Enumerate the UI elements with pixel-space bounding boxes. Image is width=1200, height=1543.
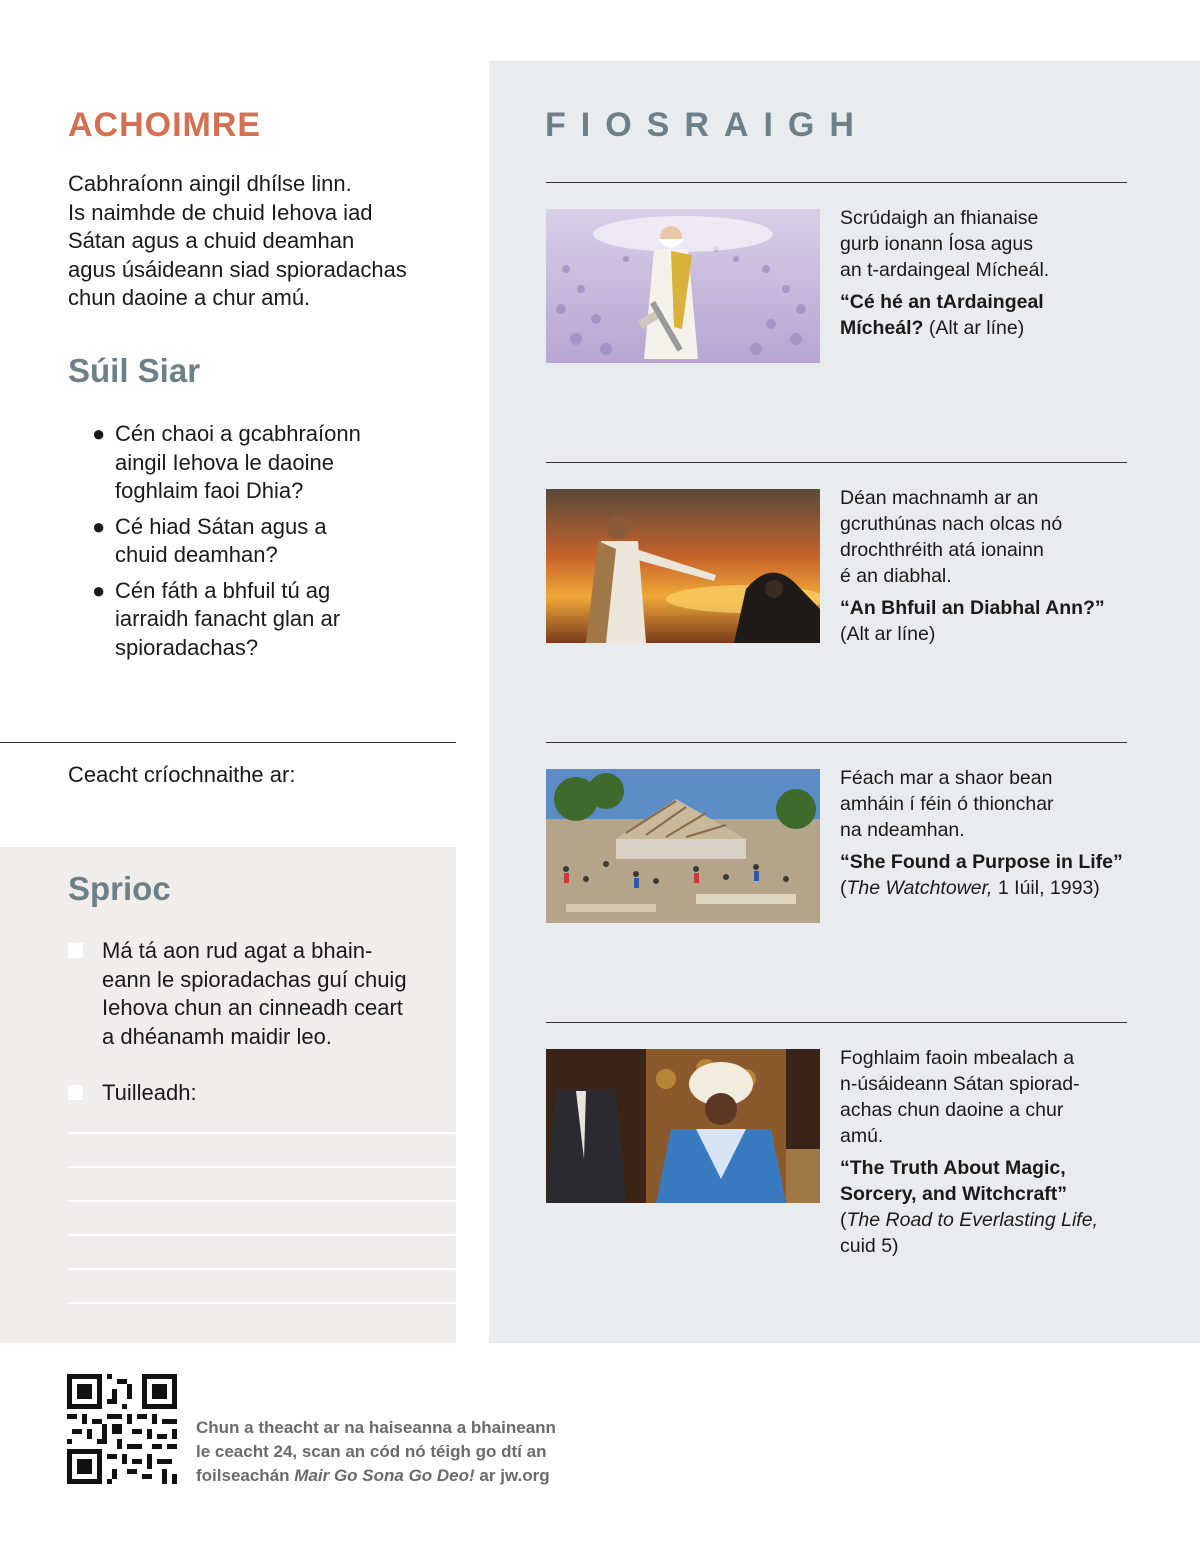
construction-site-image[interactable] [546, 769, 820, 923]
write-in-line[interactable] [68, 1234, 456, 1236]
explore-entry-text: Foghlaim faoin mbealach a n-úsáideann Sátan spiorad- achas chun daoine a chur amú. “The Truth About Magic, Sorcery, and Witchcraft” (The Road to Everlasting Life, cuid 5) [840, 1045, 1130, 1259]
article-link[interactable]: “An Bhfuil an Diabhal Ann?” (Alt ar líne) [840, 597, 1105, 645]
summary-line: Cabhraíonn aingil dhílse linn. [68, 171, 352, 196]
divider [546, 742, 1127, 743]
review-question: ● Cé hiad Sátan agus a chuid deamhan? [92, 513, 327, 567]
explore-entry-text: Scrúdaigh an fhianaise gurb ionann Íosa agus an t-ardaingeal Mícheál. “Cé hé an tArdaingeal Mícheál? (Alt ar líne) [840, 205, 1130, 341]
explore-entry-text: Déan machnamh ar an gcruthúnas nach olcas nó drochthréith atá ionainn é an diabhal. “An Bhfuil an Diabhal Ann?” (Alt ar líne) [840, 485, 1130, 647]
qr-code-icon[interactable] [67, 1374, 177, 1484]
divider [0, 742, 456, 743]
write-in-line[interactable] [68, 1200, 456, 1202]
article-link[interactable]: “The Truth About Magic, Sorcery, and Witchcraft” (The Road to Everlasting Life, cuid 5) [840, 1157, 1098, 1257]
review-question-list [92, 420, 392, 669]
summary-line: agus úsáideann siad spioradachas [68, 256, 407, 282]
archangel-michael-image[interactable] [546, 209, 820, 363]
divider [546, 462, 1127, 463]
goal-checkbox-item[interactable]: Má tá aon rud agat a bhain- eann le spioradachas guí chuig Iehova chun an cinneadh ceart a dhéanamh maidir leo. [68, 937, 438, 1051]
bullet-icon: ● [92, 513, 106, 539]
article-link[interactable]: “Cé hé an tArdaingeal Mícheál? (Alt ar líne) [840, 291, 1044, 339]
jesus-and-devil-image[interactable] [546, 489, 820, 643]
article-link[interactable]: “She Found a Purpose in Life” (The Watchtower, 1 Iúil, 1993) [840, 851, 1123, 899]
write-in-line[interactable] [68, 1132, 456, 1134]
bullet-icon: ● [92, 421, 106, 446]
checkbox[interactable] [68, 1085, 83, 1100]
explore-heading: FIOSRAIGH [545, 106, 869, 144]
goal-heading: Sprioc [68, 870, 171, 907]
summary-line: Sátan agus a chuid deamhan [68, 228, 355, 253]
review-heading: Súil Siar [68, 352, 201, 389]
review-question: ● Cén chaoi a gcabhraíonn aingil Iehova le daoine foghlaim faoi Dhia? [92, 421, 361, 503]
write-in-line[interactable] [68, 1268, 456, 1270]
goal-checkbox-more[interactable]: Tuilleadh: [68, 1079, 438, 1108]
divider [546, 182, 1127, 183]
summary-line: chun daoine a chur amú. [68, 285, 311, 310]
divider [546, 1022, 1127, 1023]
publication-title: Mair Go Sona Go Deo! [294, 1466, 475, 1485]
checkbox[interactable] [68, 943, 83, 958]
summary-heading: ACHOIMRE [68, 106, 262, 144]
write-in-line[interactable] [68, 1302, 456, 1304]
write-in-line[interactable] [68, 1166, 456, 1168]
review-question: ● Cén fáth a bhfuil tú ag iarraidh fanacht glan ar spioradachas? [92, 577, 341, 660]
bullet-icon: ● [92, 577, 106, 603]
spiritism-woman-image[interactable] [546, 1049, 820, 1203]
summary-body [68, 170, 448, 313]
explore-entry-text: Féach mar a shaor bean amháin í féin ó thionchar na ndeamhan. “She Found a Purpose in Life” (The Watchtower, 1 Iúil, 1993) [840, 765, 1130, 901]
completed-label: Ceacht críochnaithe ar: [68, 762, 296, 787]
footer-note: Chun a theacht ar na haiseanna a bhaineann le ceacht 24, scan an cód nó téigh go dtí an foilseachán Mair Go Sona Go Deo! ar jw.org [196, 1418, 556, 1485]
summary-line: Is naimhde de chuid Iehova iad [68, 199, 373, 225]
